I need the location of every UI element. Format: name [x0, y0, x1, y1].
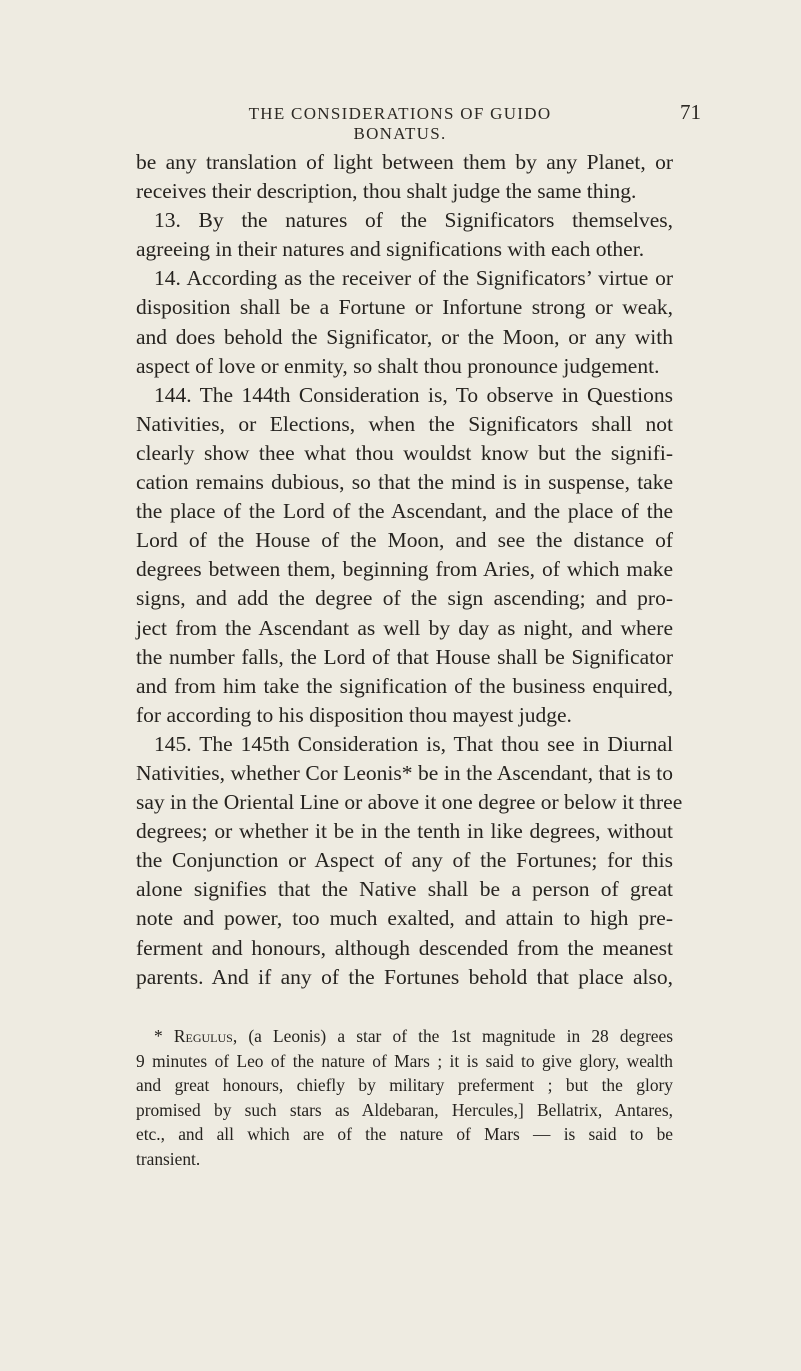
footnote-line: and great honours, chiefly by military preferment ; but the glory: [136, 1075, 673, 1096]
footnote-line: [136, 1024, 673, 1049]
text-line: disposition shall be a Fortune or Infortune strong or weak,: [136, 295, 673, 320]
text-line: receives their description, thou shalt judge the same thing.: [136, 179, 637, 204]
text-line: clearly show thee what thou wouldst know but the signifi-: [136, 440, 673, 465]
text-line: agreeing in their natures and significations with each other.: [136, 237, 645, 262]
text-line: degrees; or whether it be in the tenth in like degrees, without: [136, 819, 673, 844]
text-line: 145. The 145th Consideration is, That thou see in Diurnal: [154, 731, 673, 756]
text-line: signs, and add the degree of the sign ascending; and pro-: [136, 586, 673, 611]
text-line: say in the Oriental Line or above it one degree or below it three: [136, 790, 683, 815]
text-line: Nativities, whether Cor Leonis* be in the Ascendant, that is to: [136, 760, 673, 785]
text-line: ferment and honours, although descended from the meanest: [136, 935, 673, 960]
text-line: alone signifies that the Native shall be a person of great: [136, 877, 673, 902]
text-line: the place of the Lord of the Ascendant, and the place of the: [136, 499, 673, 524]
text-line: the Conjunction or Aspect of any of the Fortunes; for this: [136, 848, 673, 873]
text-line: 14. According as the receiver of the Significators’ virtue or: [154, 266, 673, 291]
footnote-star-name: Regulus,: [173, 1026, 238, 1046]
text-line: aspect of love or enmity, so shalt thou pronounce judgement.: [136, 353, 660, 378]
page-number: 71: [680, 100, 701, 124]
main-text: [136, 148, 683, 992]
text-line: parents. And if any of the Fortunes behold that place also,: [136, 964, 673, 989]
text-line: and from him take the signification of the business enquired,: [136, 673, 673, 698]
running-title: THE CONSIDERATIONS OF GUIDO BONATUS.: [248, 104, 552, 143]
footnote-text: (a Leonis) a star of the 1st magnitude in 28 degrees: [237, 1026, 673, 1046]
footnote-line: transient.: [136, 1148, 201, 1169]
footnote-line: etc., and all which are of the nature of Mars — is said to be: [136, 1124, 673, 1145]
text-line: degrees between them, beginning from Aries, of which make: [136, 557, 673, 582]
text-line: Nativities, or Elections, when the Significators shall not: [136, 411, 673, 436]
footnote-line: promised by such stars as Aldebaran, Hercules,] Bellatrix, Antares,: [136, 1099, 673, 1120]
footnote-line: 9 minutes of Leo of the nature of Mars ; it is said to give glory, wealth: [136, 1050, 673, 1071]
footnote-marker: *: [154, 1026, 163, 1046]
text-line: 13. By the natures of the Significators themselves,: [154, 208, 673, 233]
text-line: ject from the Ascendant as well by day as night, and where: [136, 615, 673, 640]
text-line: Lord of the House of the Moon, and see the distance of: [136, 528, 673, 553]
text-line: cation remains dubious, so that the mind is in suspense, take: [136, 470, 673, 495]
footnote: [136, 1024, 673, 1172]
text-line: note and power, too much exalted, and attain to high pre-: [136, 906, 673, 931]
text-line: for according to his disposition thou mayest judge.: [136, 702, 572, 727]
text-line: the number falls, the Lord of that House shall be Significator: [136, 644, 673, 669]
text-line: be any translation of light between them by any Planet, or: [136, 150, 673, 174]
text-line: 144. The 144th Consideration is, To observe in Questions: [154, 382, 673, 407]
text-line: and does behold the Significator, or the Moon, or any with: [136, 324, 673, 349]
